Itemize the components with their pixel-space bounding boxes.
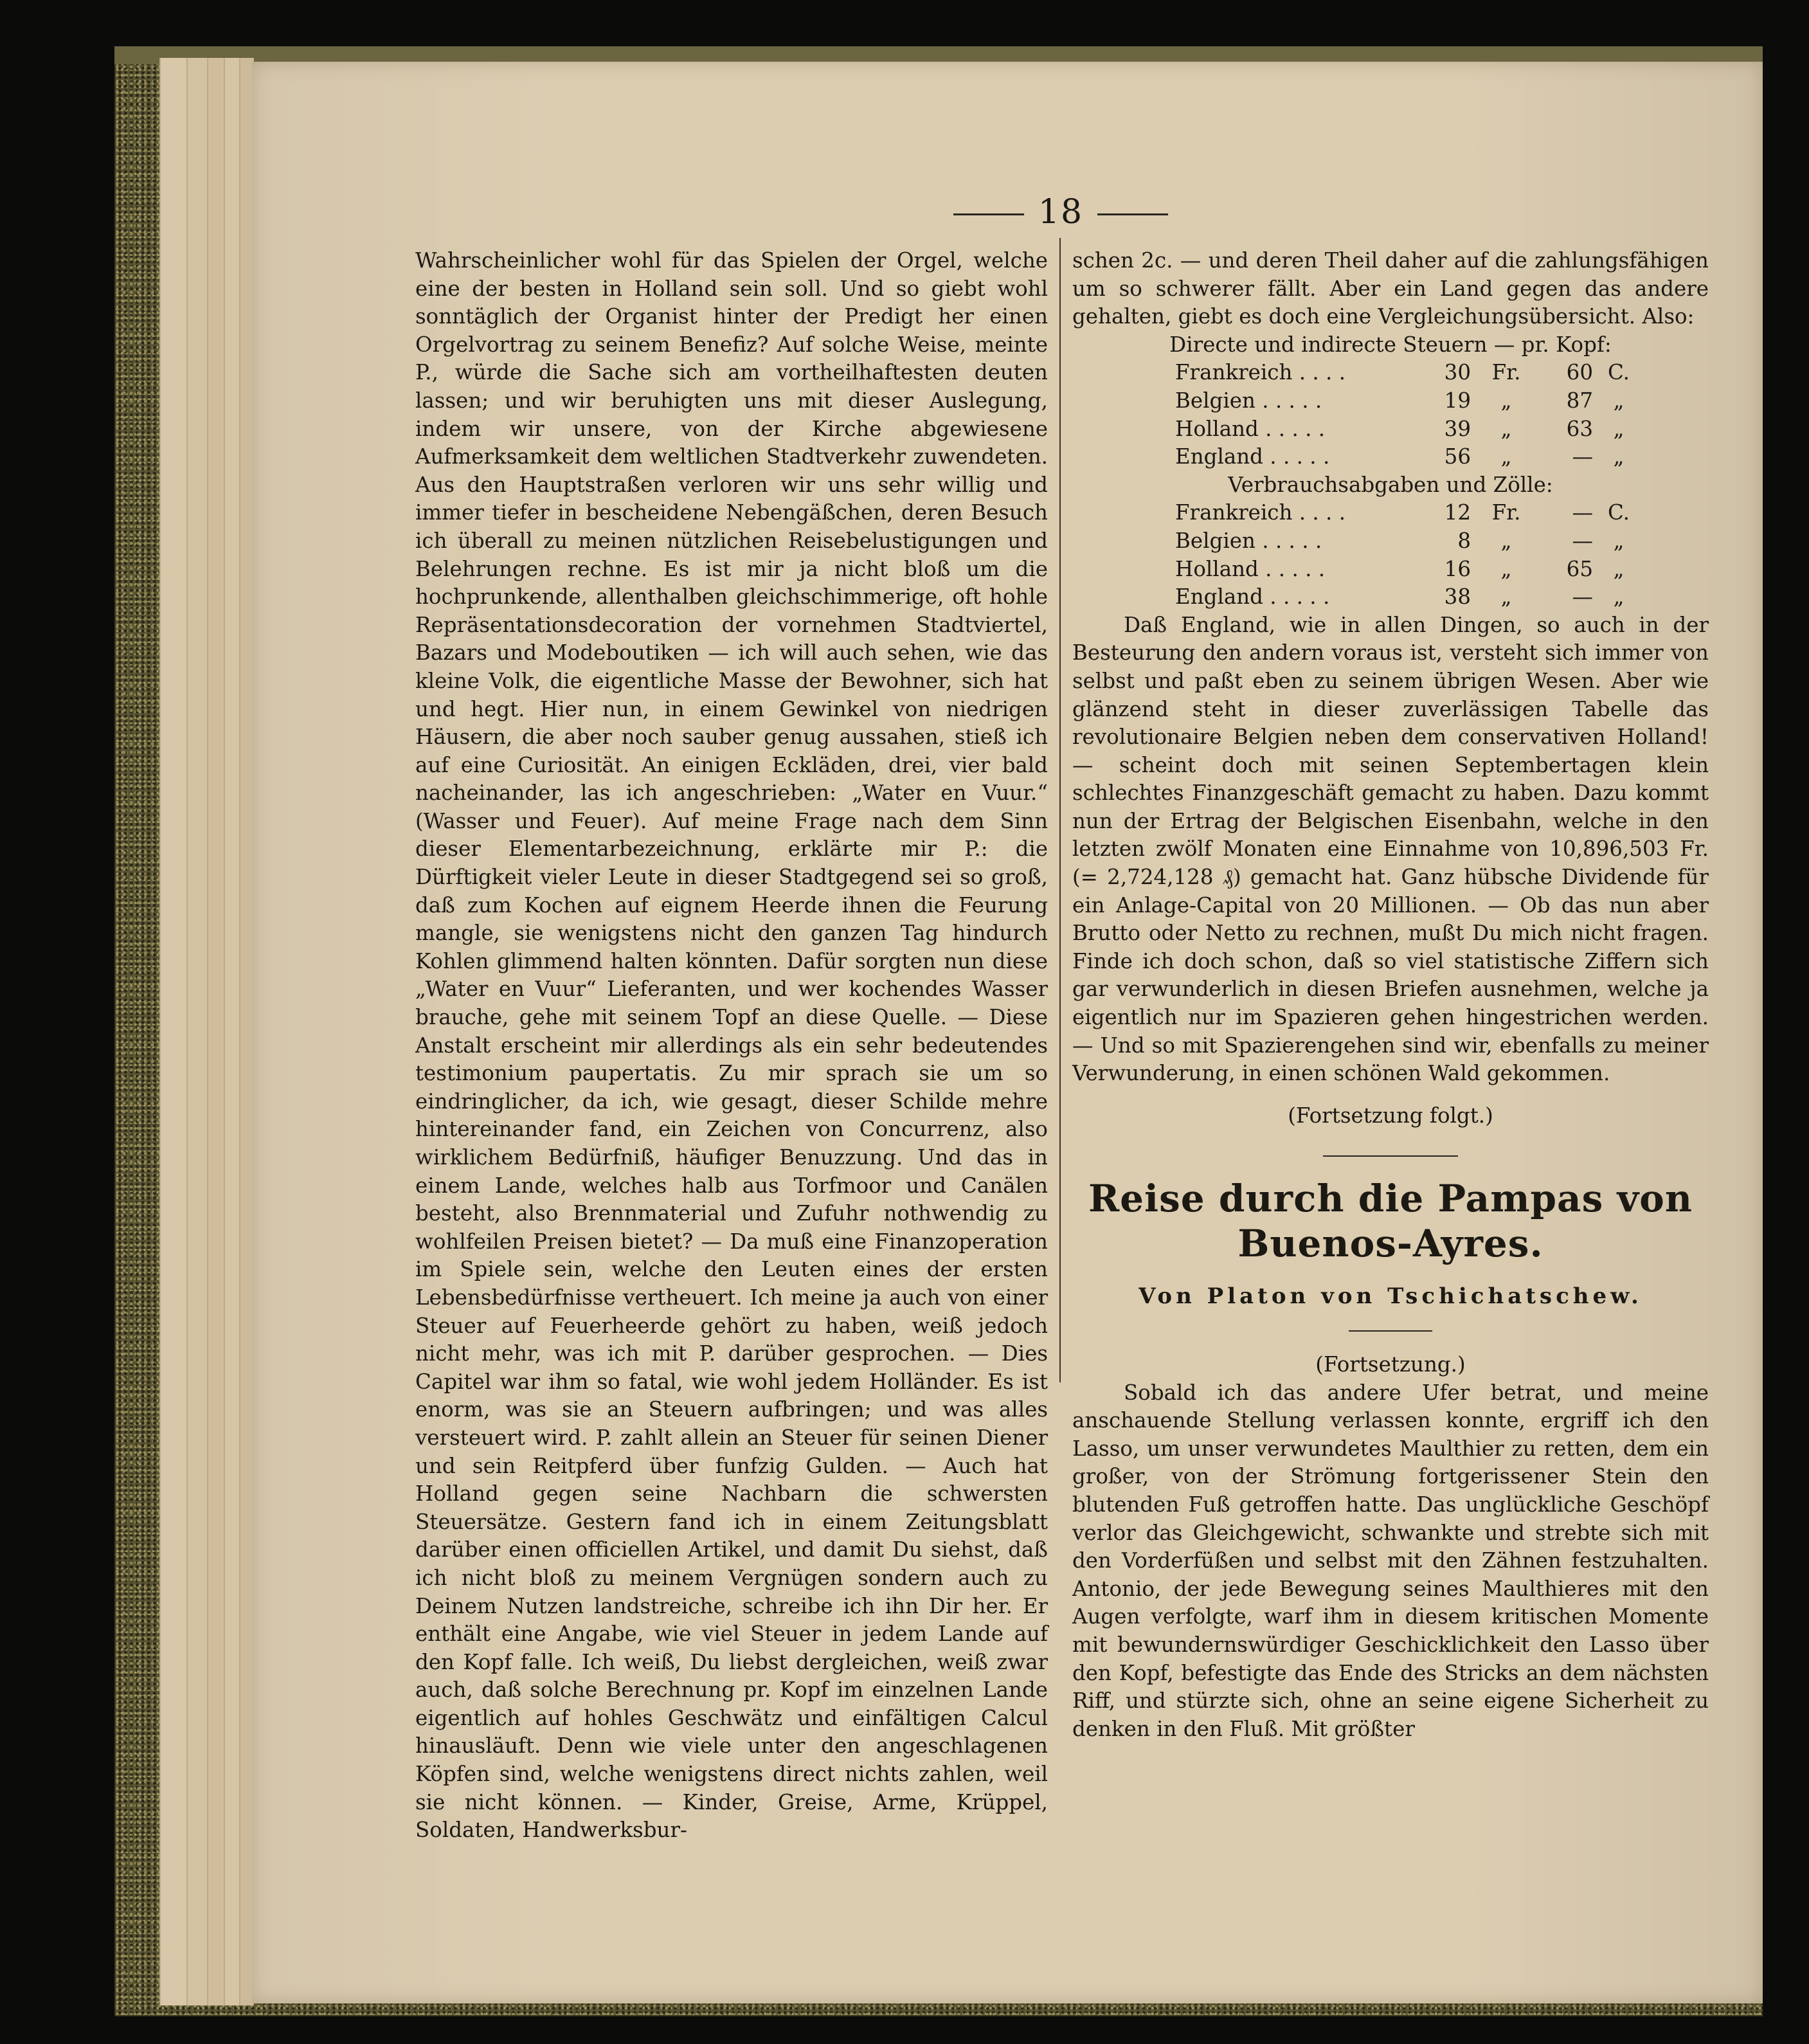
value-francs: 19 [1444, 388, 1471, 413]
unit: „ [1500, 416, 1512, 441]
value-cents: 87 [1566, 388, 1593, 413]
value-francs: 12 [1444, 500, 1471, 525]
value-francs: 39 [1444, 416, 1471, 441]
section-rule [1323, 1155, 1458, 1157]
country: Holland . . . . . [1175, 556, 1326, 581]
unit: Fr. [1491, 360, 1521, 385]
country: Frankreich . . . . [1175, 500, 1346, 525]
table-row [1072, 387, 1709, 415]
table-header-direct: Directe und indirecte Steuern — pr. Kopf: [1169, 332, 1612, 357]
country: England . . . . . [1175, 584, 1330, 610]
page-number [926, 193, 1196, 231]
unit: „ [1500, 584, 1512, 610]
unit: Fr. [1491, 500, 1521, 525]
value-cents: — [1572, 444, 1593, 469]
table-row [1072, 556, 1709, 584]
value-cents: 65 [1566, 556, 1593, 581]
table-row [1072, 415, 1709, 444]
unit: „ [1613, 528, 1625, 553]
country: Frankreich . . . . [1175, 360, 1346, 385]
value-cents: — [1572, 528, 1593, 553]
column-divider [1059, 238, 1061, 1382]
continued-note: (Fortsetzung folgt.) [1288, 1103, 1493, 1128]
country: Holland . . . . . [1175, 416, 1326, 441]
value-francs: 30 [1444, 360, 1471, 385]
unit: „ [1613, 416, 1625, 441]
country: Belgien . . . . . [1175, 388, 1322, 413]
table-row [1072, 443, 1709, 471]
page-edge [224, 58, 240, 2005]
article-author: Von Platon von Tschichatschew. [1138, 1283, 1643, 1310]
country: England . . . . . [1175, 444, 1330, 469]
left-column-text: Wahrscheinlicher wohl für das Spielen der Orgel, welche eine der besten in Holland sein soll. Und so giebt wohl sonntäglich der Organist hinter der Predigt her einen Orgelvortrag zu seinem Benefiz? Auf solche Weise, meinte P., würde die Sache sich am vortheilhaftesten deuten lassen; und wir beruhigten uns mit dieser Auslegung, indem wir unsere, von der Kirche abgewiesene Aufmerksamkeit dem weltlichen Stadtverkehr zuwendeten. Aus den Hauptstraßen verloren wir uns sehr willig und immer tiefer in bescheidene Nebengäßchen, deren Besuch ich überall zu meinen nützlichen Reisebelustigungen und Belehrungen rechne. Es ist mir ja nicht bloß um die hochprunkende, allenthalben gleichschimmerige, oft hohle Repräsentationsdecoration der vornehmen Stadtviertel, Bazars und Modeboutiken — ich will auch sehen, wie das kleine Volk, die eigentliche Masse der Bewohner, sich hat und hegt. Hier nun, in einem Gewinkel von niedrigen Häusern, die aber noch sauber genug aussahen, stieß ich auf eine Curiosität. An einigen Eckläden, drei, vier bald nacheinander, las ich angeschrieben: „Water en Vuur.“ (Wasser und Feuer). Auf meine Frage nach dem Sinn dieser Elementarbezeichnung, erklärte mir P.: die Dürftigkeit vieler Leute in dieser Stadtgegend sei so groß, daß zum Kochen auf eignem Heerde ihnen die Feurung mangle, sie wenigstens nicht den ganzen Tag hindurch Kohlen glimmend halten könnten. Dafür sorgten nun diese „Water en Vuur“ Lieferanten, und wer kochendes Wasser brauche, gehe mit seinem Topf an diese Quelle. — Diese Anstalt erscheint mir allerdings als ein sehr bedeutendes testimonium paupertatis. Zu mir sprach sie um so eindringlicher, da ich, wie gesagt, dieser Schilde mehre hintereinander fand, ein Zeichen von Concurrenz, also wirklichem Bedürfniß, häufiger Benuzzung. Und das in einem Lande, welches halb aus Torfmoor und Canälen besteht, also Brennmaterial und Zufuhr nothwendig zu wohlfeilen Preisen bietet? — Da muß eine Finanzoperation im Spiele sein, welche den Leuten eines der ersten Lebensbedürfnisse vertheuert. Ich meine ja auch von einer Steuer auf Feuerheerde gehört zu haben, weiß jedoch nicht mehr, was ich mit P. darüber gesprochen. — Dies Capitel war ihm so fatal, wie wohl jedem Holländer. Es ist enorm, was sie an Steuern aufbringen; und was alles versteuert wird. P. zahlt allein an Steuer für seinen Diener und sein Reitpferd über funfzig Gulden. — Auch hat Holland gegen seine Nachbarn die schwersten Steuersätze. Gestern fand ich in einem Zeitungsblatt darüber einen officiellen Artikel, und damit Du siehst, daß ich nicht bloß zu meinem Vergnügen sondern auch zu Deinem Nutzen landstreiche, schreibe ich ihn Dir her. Er enthält eine Angabe, wie viel Steuer in jedem Lande auf den Kopf falle. Ich weiß, Du liebst dergleichen, weiß zwar auch, daß solche Berechnung pr. Kopf im einzelnen Lande eigentlich auf hohles Geschwätz und einfältigen Calcul hinausläuft. Denn wie viele unter den angeschlagenen Köpfen sind, welche wenigstens direct nichts zahlen, weil sie nicht können. — Kinder, Greise, Arme, Krüppel, Soldaten, Handwerksbur- [415, 248, 1048, 1843]
page-number-dash-right [1097, 213, 1168, 215]
value-francs: 8 [1457, 528, 1471, 553]
value-francs: 16 [1444, 556, 1471, 581]
unit: „ [1613, 444, 1625, 469]
unit: „ [1613, 388, 1625, 413]
article-text: Sobald ich das andere Ufer betrat, und meine anschauende Stellung verlassen konnte, ergriff ich den Lasso, um unser verwundetes Maulthier zu retten, dem ein großer, von der Strömung fortgerissener Stein den blutenden Fuß getroffen hatte. Das unglückliche Geschöpf verlor das Gleichgewicht, schwankte und strebte sich mit den Vorderfüßen und selbst mit den Zähnen festzuhalten. Antonio, der jede Bewegung seines Maulthieres mit den Augen verfolgte, warf ihm in diesem kritischen Momente mit bewundernswürdiger Geschicklichkeit den Lasso über den Kopf, befestigte das Ende des Stricks an dem nächsten Riff, und stürzte sich, ohne an seine eigene Sicherheit zu denken in den Fluß. Mit größter [1072, 1380, 1709, 1741]
value-cents: 63 [1566, 416, 1593, 441]
tax-table-direct [1072, 331, 1709, 471]
unit: C. [1607, 360, 1630, 385]
unit: „ [1500, 528, 1512, 553]
background-right [1763, 46, 1809, 2044]
right-column [1072, 247, 1709, 1743]
left-column [415, 247, 1048, 1845]
page-edge [186, 58, 208, 2005]
table-row [1072, 499, 1709, 527]
unit: „ [1500, 444, 1512, 469]
page-number-dash-left [953, 213, 1024, 215]
value-cents: 60 [1566, 360, 1593, 385]
after-table-text: Daß England, wie in allen Dingen, so auch in der Besteurung den andern voraus ist, versteht sich immer von selbst und paßt eben zu seinem übrigen Wesen. Aber wie glänzend steht in dieser zuverlässigen Tabelle das revolutionaire Belgien neben dem conservativen Holland! — scheint doch mit seinen Septembertagen klein schlechtes Finanzgeschäft gemacht zu haben. Dazu kommt nun der Ertrag der Belgischen Eisenbahn, welche in den letzten zwölf Monaten eine Einnahme von 10,896,503 Fr. (= 2,724,128 ₰) gemacht hat. Ganz hübsche Dividende für ein Anlage-Capital von 20 Millionen. — Ob das nun aber Brutto oder Netto zu rechnen, mußt Du mich nicht fragen. Finde ich doch schon, daß so viel statistische Ziffern sich gar verwunderlich in diesen Briefen ausnehmen, welche ja eigentlich nur im Spazieren gehen hingestrichen werden. — Und so mit Spazierengehen sind wir, ebenfalls zu meiner Verwunderung, in einen schönen Wald gekommen. [1072, 612, 1709, 1086]
table-row [1072, 359, 1709, 387]
unit: C. [1607, 500, 1630, 525]
country: Belgien . . . . . [1175, 528, 1322, 553]
table-header-consumption: Verbrauchsabgaben und Zölle: [1228, 472, 1553, 497]
unit: „ [1613, 584, 1625, 610]
unit: „ [1613, 556, 1625, 581]
value-cents: — [1572, 584, 1593, 610]
unit: „ [1500, 556, 1512, 581]
value-francs: 38 [1444, 584, 1471, 610]
tax-table-consumption [1072, 471, 1709, 611]
table-row [1072, 527, 1709, 556]
article-continued-note: (Fortsetzung.) [1315, 1352, 1466, 1377]
value-cents: — [1572, 500, 1593, 525]
page-number-text: 18 [1038, 193, 1084, 231]
author-rule [1349, 1330, 1432, 1332]
value-francs: 56 [1444, 444, 1471, 469]
unit: „ [1500, 388, 1512, 413]
table-row [1072, 583, 1709, 611]
article-title: Reise durch die Pampas von Buenos-Ayres. [1088, 1177, 1693, 1266]
right-intro-text: schen 2c. — und deren Theil daher auf die zahlungsfähigen um so schwerer fällt. Aber ein Land gegen das andere gehalten, giebt es doch eine Vergleichungsübersicht. Also: [1072, 248, 1709, 329]
page-edge [207, 58, 224, 2005]
page-edge [159, 58, 187, 2005]
